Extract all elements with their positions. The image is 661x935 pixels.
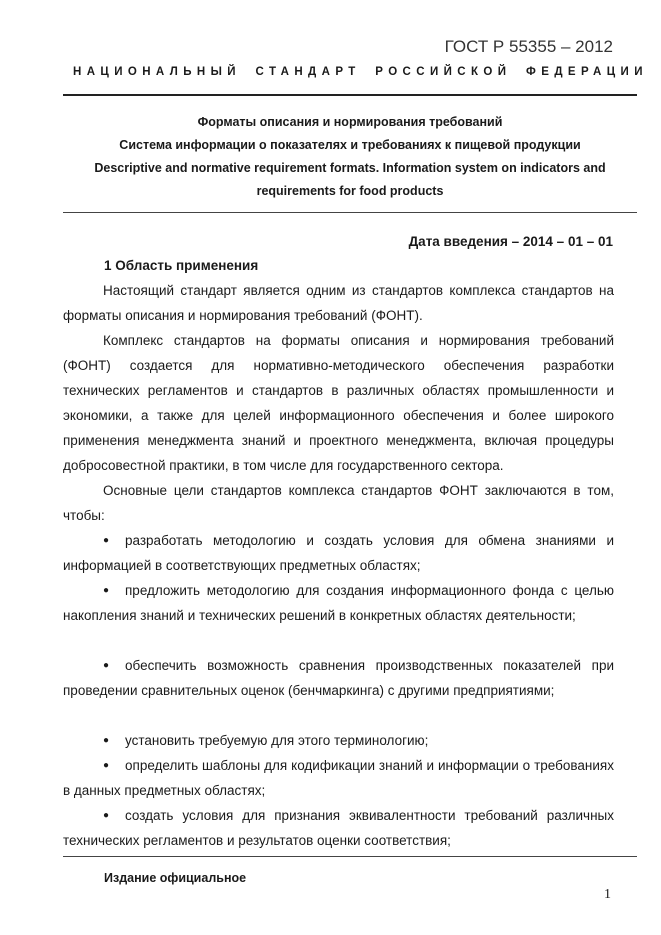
paragraph-3: Основные цели стандартов комплекса стандартов ФОНТ заключаются в том, чтобы: bbox=[63, 483, 614, 523]
title-line-3: Descriptive and normative requirement formats. Information system on indicators and bbox=[94, 161, 606, 175]
edition-label: Издание официальное bbox=[104, 871, 247, 885]
bullet-text: разработать методологию и создать условия для обмена знаниями и информацией в соответствующих предметных областях; bbox=[63, 533, 614, 573]
bullet-icon: ● bbox=[103, 535, 110, 546]
bullet-icon: ● bbox=[103, 810, 110, 821]
bullet-icon: ● bbox=[103, 585, 110, 596]
bullet-item bbox=[63, 753, 614, 803]
paragraph-2: Комплекс стандартов на форматы описания и нормирования требований (ФОНТ) создается для нормативно-методического обеспечения разработки технических регламентов и стандартов в различных областях промышленности и экономики, а также для целей информационного обеспечения и более широкого применения менеджмента знаний и проектного менеджмента, включая процедуры добросовестной практики, в том числе для государственного сектора. bbox=[63, 333, 614, 473]
title-line-1: Форматы описания и нормирования требований bbox=[197, 115, 503, 129]
header-divider bbox=[63, 94, 637, 96]
bullet-text: определить шаблоны для кодификации знаний и информации о требованиях в данных предметных областях; bbox=[63, 758, 614, 798]
section-heading: 1 Область применения bbox=[104, 258, 259, 273]
bullet-text: создать условия для признания эквивалентности требований различных технических регламентов и результатов оценки соответствия; bbox=[63, 808, 614, 848]
introduction-date: Дата введения – 2014 – 01 – 01 bbox=[408, 234, 613, 249]
document-code: ГОСТ Р 55355 – 2012 bbox=[444, 37, 613, 56]
bullet-text: обеспечить возможность сравнения производственных показателей при проведении сравнительных оценок (бенчмаркинга) с другими предприятиями; bbox=[63, 658, 614, 698]
bullet-icon: ● bbox=[103, 660, 110, 671]
bullet-item bbox=[63, 653, 614, 703]
bullet-item bbox=[63, 728, 614, 753]
bullet-text: установить требуемую для этого терминологию; bbox=[125, 733, 429, 748]
bullet-icon: ● bbox=[103, 760, 110, 771]
bullet-icon: ● bbox=[103, 735, 110, 746]
bullet-item bbox=[63, 803, 614, 853]
footer-divider bbox=[63, 856, 637, 857]
title-line-2: Система информации о показателях и требованиях к пищевой продукции bbox=[119, 138, 581, 152]
title-divider bbox=[63, 212, 637, 213]
title-line-4: requirements for food products bbox=[256, 184, 444, 198]
national-standard-banner: НАЦИОНАЛЬНЫЙ СТАНДАРТ РОССИЙСКОЙ ФЕДЕРАЦИИ bbox=[73, 66, 648, 78]
bullet-text: предложить методологию для создания информационного фонда с целью накопления знаний и технических решений в конкретных областях деятельности; bbox=[63, 583, 614, 623]
bullet-item bbox=[63, 528, 614, 578]
page-number: 1 bbox=[604, 887, 611, 902]
paragraph-1: Настоящий стандарт является одним из стандартов комплекса стандартов на форматы описания и нормирования требований (ФОНТ). bbox=[63, 283, 614, 323]
bullet-item bbox=[63, 578, 614, 628]
